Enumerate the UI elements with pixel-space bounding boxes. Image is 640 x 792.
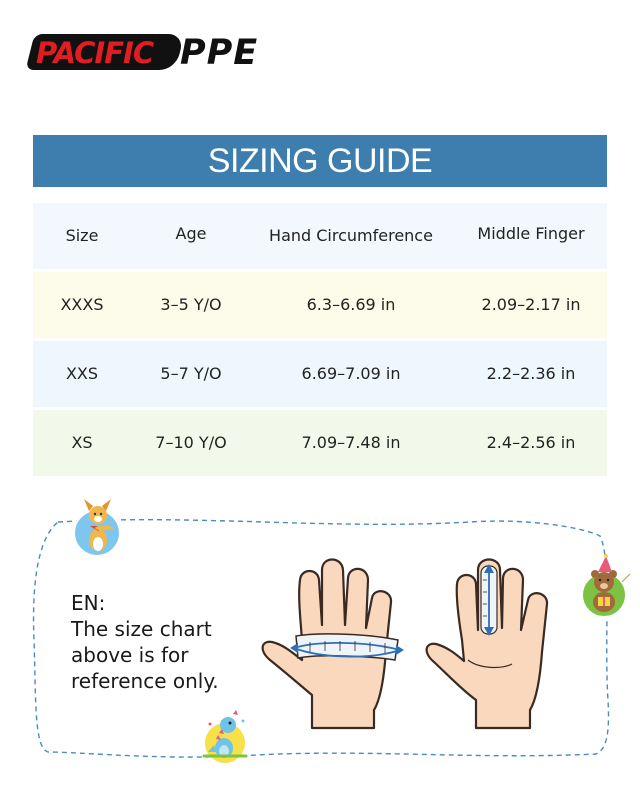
hand-circumference-icon — [263, 560, 404, 729]
reference-note — [71, 590, 271, 694]
header-hand-circumference: Hand Circumference — [269, 226, 433, 245]
sizing-guide-banner: SIZING GUIDE — [33, 135, 607, 187]
cell-hand-circumference: 6.3–6.69 in — [306, 295, 396, 314]
hand-finger-length-icon — [427, 560, 547, 729]
dinosaur-icon — [204, 710, 246, 764]
cell-hand-circumference: 7.09–7.48 in — [301, 433, 401, 452]
cell-age: 3–5 Y/O — [160, 295, 222, 314]
cell-age: 7–10 Y/O — [155, 433, 227, 452]
cell-size: XXS — [65, 364, 99, 383]
bear-icon — [582, 554, 630, 617]
header-middle-finger: Middle Finger — [477, 224, 585, 243]
logo-ppe-text: PPE — [180, 33, 259, 73]
header-size: Size — [65, 226, 99, 245]
cell-middle-finger: 2.4–2.56 in — [486, 433, 576, 452]
header-age: Age — [175, 224, 207, 243]
cell-middle-finger: 2.09–2.17 in — [481, 295, 581, 314]
note-line: reference only. — [71, 669, 219, 693]
cell-hand-circumference: 6.69–7.09 in — [301, 364, 401, 383]
note-line: The size chart — [71, 617, 212, 641]
note-label: EN: — [71, 591, 106, 615]
cell-middle-finger: 2.2–2.36 in — [486, 364, 576, 383]
note-line: above is for — [71, 643, 189, 667]
cell-age: 5–7 Y/O — [160, 364, 222, 383]
logo-pacific-text: PACIFIC — [36, 36, 154, 70]
dog-icon — [74, 499, 120, 556]
cell-size: XXXS — [60, 295, 104, 314]
cell-size: XS — [71, 433, 93, 452]
